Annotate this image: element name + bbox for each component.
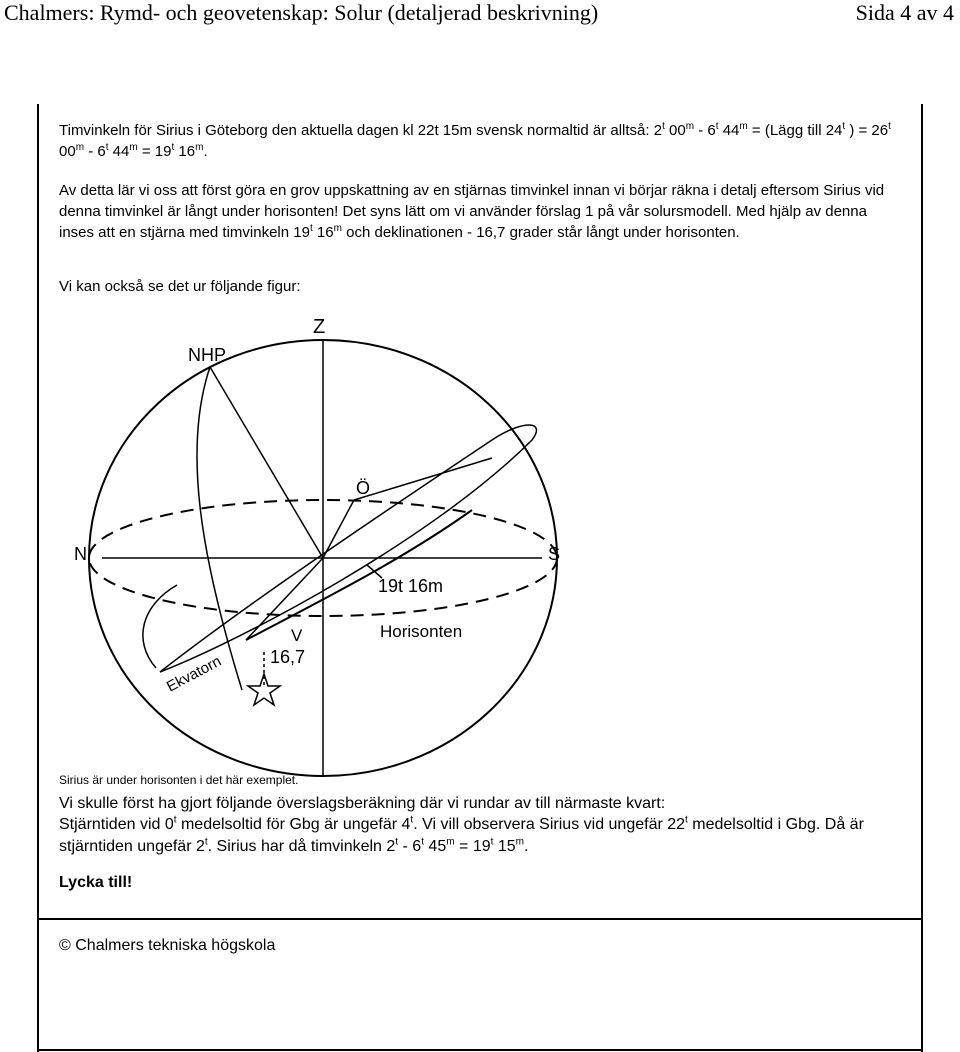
label-east: Ö <box>356 478 371 498</box>
footer-org: Chalmers tekniska högskola <box>70 937 276 954</box>
label-zenith: Z <box>313 316 326 338</box>
label-south: S <box>548 544 561 564</box>
footer-divider <box>39 918 921 920</box>
paragraph-estimate: Av detta lär vi oss att först göra en grov uppskattning av en stjärnas timvinkel innan vi börjar räkna i detalj eftersom Sirius vid denna timvinkel är långt under horisonten! Det syns lätt om vi använder förslag 1 på vår solursmodell. Med hjälp av denna inses att en stjärna med timvinkeln 19$^t$ 16$^m$ och deklinationen - 16,7 grader står långt under horisonten. <box>59 182 885 241</box>
label-equator: Ekvatorn <box>163 652 225 696</box>
header-title: Chalmers: Rymd- och geovetenskap: Solur (detaljerad beskrivning) <box>4 0 599 25</box>
label-declination: 16,7 <box>270 647 306 667</box>
paragraph-hour-angle: Timvinkeln för Sirius i Göteborg den aktuella dagen kl 22t 15m svensk normaltid är alltså: 2$^t$ 00$^m$ - 6$^t$ $44^m$ = (Lägg till 24$^t$ ) = $26^t$ 00$^m$ - 6$^t$ $44^m = 19^t$ 16$^m$. <box>59 121 891 160</box>
copyright-icon: © <box>59 937 71 954</box>
hour-circle <box>197 367 242 690</box>
figure-caption: Sirius är under horisonten i det här exemplet. <box>59 773 299 787</box>
paragraph-rough-calc: Vi skulle först ha gjort följande överslagsberäkning där vi rundar av till närmaste kvart: <box>59 795 666 812</box>
label-hour-angle: 19t 16m <box>378 576 444 596</box>
page-number: Sida 4 av 4 <box>855 0 954 25</box>
paragraph-figure-intro: Vi kan också se det ur följande figur: <box>59 278 301 295</box>
content-frame <box>37 104 923 1052</box>
pole-axis <box>210 367 323 558</box>
closing-text: Lycka till! <box>59 874 133 891</box>
label-nhp: NHP <box>188 345 227 365</box>
label-north: N <box>74 544 87 564</box>
paragraph-sidereal: Stjärntiden vid 0$^t$ medelsoltid för Gbg är ungefär 4$^t$. Vi vill observera Sirius vid ungefär 22$^t$ medelsoltid i Gbg. Då är stjärntiden ungefär 2$^t$. Sirius har då timvinkeln 2$^t$ - 6$^t$ $45^m = 19^t$ 15$^m$. <box>59 814 864 855</box>
label-horizon: Horisonten <box>380 622 463 641</box>
footer-copyright <box>59 935 899 957</box>
label-v: V <box>291 626 303 645</box>
east-west-line <box>323 500 354 558</box>
